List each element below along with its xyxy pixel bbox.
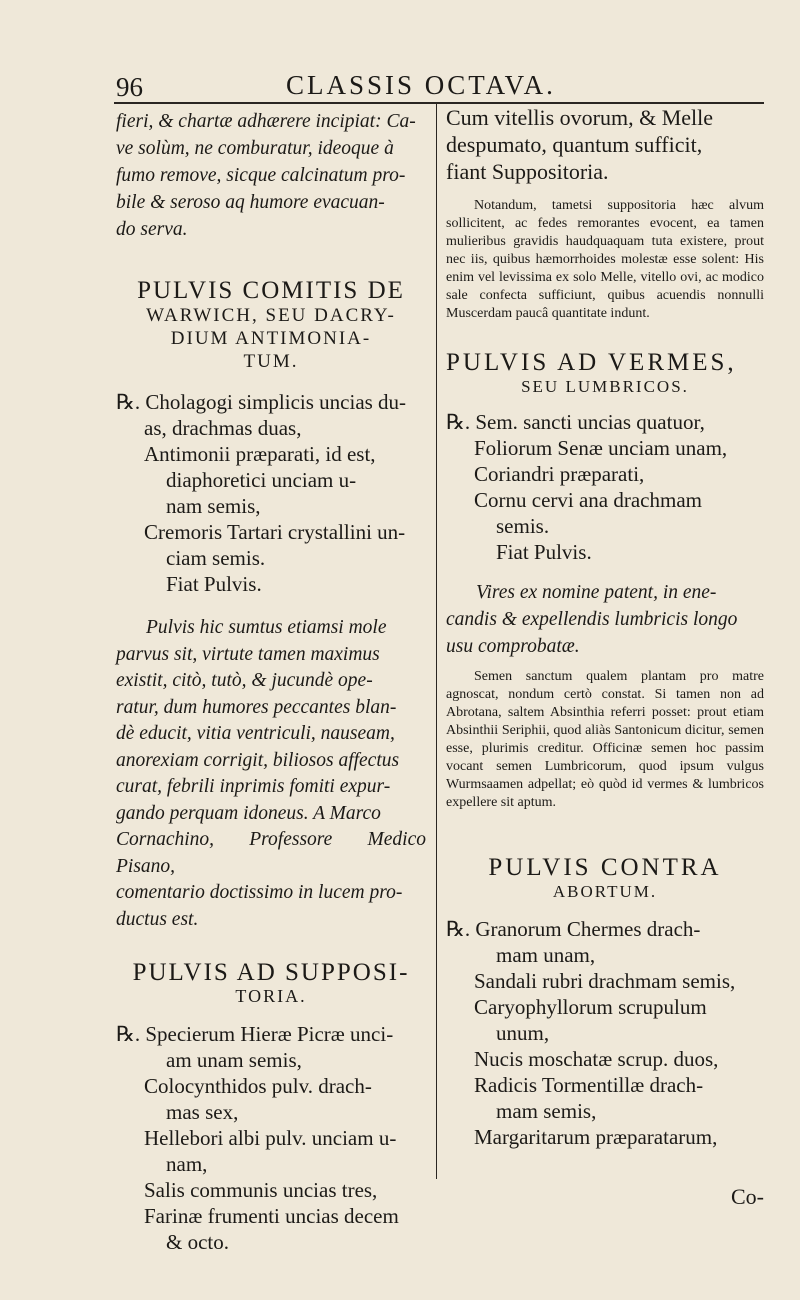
recipe-line: Fiat Pulvis. (496, 540, 592, 564)
section-subtitle: ABORTUM. (552, 882, 658, 901)
column-divider (436, 104, 437, 1179)
recipe-line: nam, (166, 1152, 208, 1176)
text-line: anorexiam corrigit, biliosos affectus (116, 749, 400, 771)
text-line: candis & expellendis lumbricis longo (446, 609, 738, 630)
title-line: WARWICH, SEU DACRY- (146, 305, 396, 326)
running-title: CLASSIS OCTAVA. (286, 70, 556, 100)
note-vermes (446, 579, 764, 660)
recipe-line: mas sex, (166, 1100, 239, 1124)
recipe-line: ℞. Cholagogi simplicis uncias du- (116, 390, 407, 414)
recipe-line: Cornu cervi ana drachmam (474, 488, 702, 512)
recipe-line: Cremoris Tartari crystallini un- (144, 520, 406, 544)
recipe-line: am unam semis, (166, 1048, 302, 1072)
text-line: despumato, quantum sufficit, (446, 132, 703, 157)
title-line: PULVIS COMITIS DE (137, 277, 405, 304)
recipe-line: Radicis Tormentillæ drach- (474, 1073, 704, 1097)
text-line: bile & seroso aq humore evacuan- (116, 192, 385, 213)
text-line: usu comprobatæ. (446, 636, 580, 657)
section-title-vermes (446, 349, 764, 397)
recipe-line: Nucis moschatæ scrup. duos, (474, 1047, 719, 1071)
title-line: PULVIS AD VERMES, (446, 349, 737, 376)
recipe-line: mam unam, (496, 943, 596, 967)
recipe-line: mam semis, (496, 1099, 597, 1123)
text-line: comentario doctissimo in lucem pro- (116, 882, 403, 903)
text-line: gando perquam idoneus. A Marco (116, 802, 381, 824)
note-suppositoria: Notandum, tametsi suppositoria hæc alvum sollicitent, ac fedes remorantes evocent, ea tamen mulieribus gravidis haudquaquam tuta existere, prout nec iis, quibus hæmorrhoides molestæ esse solent: His enim vel levissima ex solo Melle, vitello ovi, ac modico sale confecta sufficiunt, quibus acuendis nonnulli Muscerdam paucâ quantitate indunt. (446, 198, 764, 321)
recipe-line: diaphoretici unciam u- (166, 468, 357, 492)
text-line: Vires ex nomine patent, in ene- (476, 582, 717, 603)
text-line: do serva. (116, 219, 188, 240)
text-line: dè educit, vitia ventriculi, nauseam, (116, 723, 395, 744)
recipe-line: ℞. Sem. sancti uncias quatuor, (446, 410, 705, 434)
text-line: existit, citò, tutò, & jucundè ope- (116, 670, 373, 691)
recipe-line: as, drachmas duas, (144, 416, 302, 440)
title-line: DIUM ANTIMONIA- (170, 328, 372, 349)
text-line: ductus est. (116, 908, 199, 930)
text-line: parvus sit, virtute tamen maximus (116, 643, 380, 665)
recipe-line: Caryophyllorum scrupulum (474, 995, 707, 1019)
recipe-line: Coriandri præparati, (474, 462, 645, 486)
recipe-line: Fiat Pulvis. (166, 572, 262, 596)
intro-text-right (446, 104, 764, 185)
title-line: TUM. (243, 351, 299, 372)
recipe-line: ℞. Specierum Hieræ Picræ unci- (116, 1022, 394, 1046)
recipe-line: semis. (496, 514, 550, 538)
section-title-suppositoria (116, 959, 426, 1007)
title-line: TORIA. (235, 986, 307, 1006)
recipe-line: Margaritarum præparatarum, (474, 1125, 718, 1149)
section-title-warwich (116, 277, 426, 373)
note-warwich (116, 615, 426, 933)
recipe-line: unum, (496, 1021, 550, 1045)
text-line: fumo remove, sicque calcinatum pro- (116, 165, 406, 186)
recipe-line: ℞. Granorum Chermes drach- (446, 917, 701, 941)
recipe-line: Colocynthidos pulv. drach- (144, 1074, 372, 1098)
right-column (446, 104, 764, 1210)
text-line: Pulvis hic sumtus etiamsi mole (146, 617, 387, 638)
text-line: ve solùm, ne comburatur, ideoque à (116, 138, 394, 159)
text-line: fieri, & chartæ adhærere incipiat: Ca- (116, 111, 416, 132)
text-line: ratur, dum humores peccantes blan- (116, 696, 397, 718)
recipe-line: Antimonii præparati, id est, (144, 442, 376, 466)
text-line: curat, febrili inprimis fomiti expur- (116, 776, 391, 797)
recipe-line: nam semis, (166, 494, 261, 518)
section-subtitle: SEU LUMBRICOS. (521, 377, 689, 396)
text-line: fiant Suppositoria. (446, 159, 609, 184)
recipe-line: & octo. (166, 1230, 229, 1254)
title-line: PULVIS CONTRA (488, 854, 722, 881)
page-number: 96 (116, 72, 143, 102)
recipe-line: Farinæ frumenti uncias decem (144, 1204, 399, 1228)
recipe-vermes (446, 409, 764, 565)
recipe-line: Salis communis uncias tres, (144, 1178, 378, 1202)
recipe-warwich (116, 389, 426, 597)
text-line: Cornachino, Professore Medico Pisano, (116, 829, 426, 877)
section-title-abortum (446, 854, 764, 902)
catchword: Co- (731, 1184, 764, 1209)
recipe-line: ciam semis. (166, 546, 266, 570)
recipe-line: Hellebori albi pulv. unciam u- (144, 1126, 397, 1150)
recipe-line: Sandali rubri drachmam semis, (474, 969, 736, 993)
left-column (116, 108, 426, 1255)
intro-text-left (116, 108, 426, 243)
text-line: Cum vitellis ovorum, & Melle (446, 105, 714, 130)
detail-vermes: Semen sanctum qualem plantam pro matre agnoscat, nondum certò constat. Si tamen non ad Abrotana, saltem Absinthia referri posset: prout etiam Absinthii Seriphii, quod aliàs Santonicum dicitur, semen esse, plurimis creditur. Officinæ semen hoc passim vocant semen Lumbricorum, quod ipsum vulgus Wurmsaamen adpellat; eò quòd id vermes & lumbricos expellere sit aptum. (446, 669, 764, 810)
recipe-abortum (446, 916, 764, 1150)
title-line: PULVIS AD SUPPOSI- (132, 959, 410, 986)
recipe-suppositoria (116, 1021, 426, 1255)
recipe-line: Foliorum Senæ unciam unam, (474, 436, 728, 460)
